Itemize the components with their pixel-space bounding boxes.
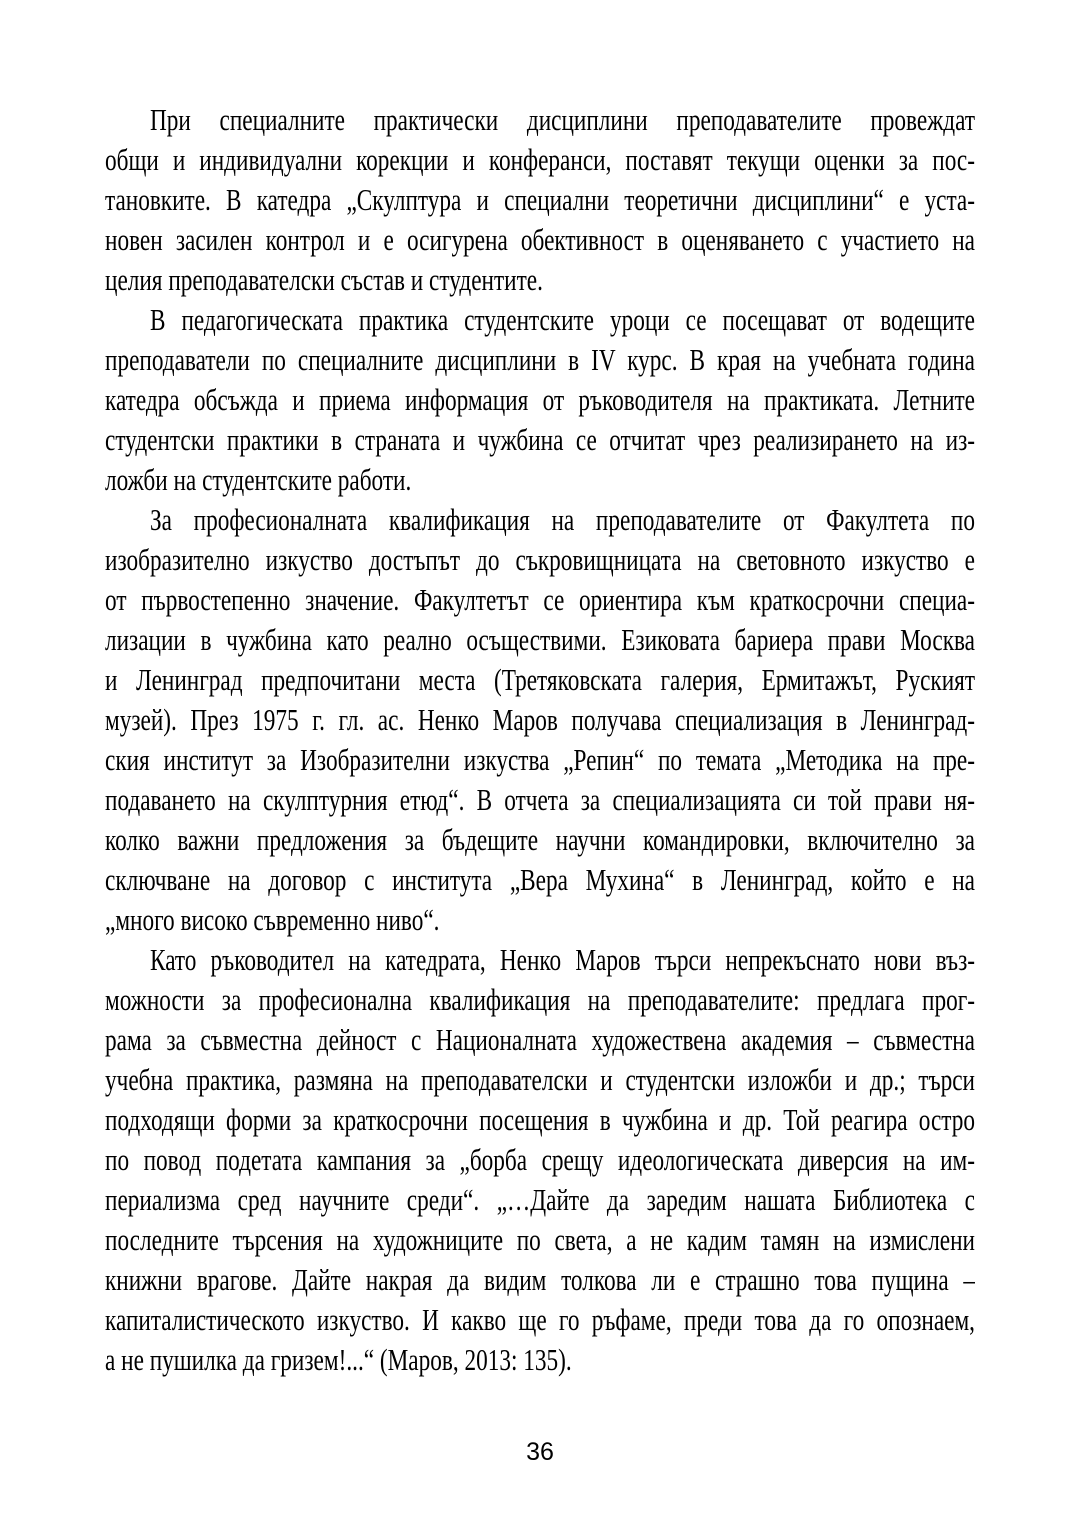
paragraph — [105, 940, 1080, 1380]
text-line: книжни врагове. Дайте накрая да видим толкова ли е страшно това пущина – — [105, 1262, 975, 1297]
text-line: от първостепенно значение. Факултетът се ориентира към краткосрочни специа- — [105, 582, 975, 617]
text-line: При специалните практически дисциплини преподавателите провеждат — [150, 102, 975, 137]
text-line: а не пушилка да гризем!...“ (Маров, 2013: 135). — [105, 1342, 572, 1377]
text-line: подходящи форми за краткосрочни посещения в чужбина и др. Той реагира остро — [105, 1102, 975, 1137]
text-line: „много високо съвременно ниво“. — [105, 902, 440, 937]
text-line: целия преподавателски състав и студентите. — [105, 262, 543, 297]
text-line: музей). През 1975 г. гл. ас. Ненко Маров получава специализация в Ленинград- — [105, 702, 975, 737]
text-line: колко важни предложения за бъдещите научни командировки, включително за — [105, 822, 975, 857]
text-line: изобразително изкуство достъпът до съкровищницата на световното изкуство е — [105, 542, 975, 577]
text-line: периализма сред научните среди“. „…Дайте да заредим нашата Библиотека с — [105, 1182, 975, 1217]
text-line: преподаватели по специалните дисциплини в IV курс. В края на учебната година — [105, 342, 975, 377]
text-line: по повод подетата кампания за „борба срещу идеологическата диверсия на им- — [105, 1142, 975, 1177]
text-line: студентски практики в страната и чужбина се отчитат чрез реализирането на из- — [105, 422, 975, 457]
text-line: капиталистическото изкуство. И какво ще го ръфаме, преди това да го опознаем, — [105, 1302, 975, 1337]
text-line: подаването на скулптурния етюд“. В отчета за специализацията си той прави ня- — [105, 782, 975, 817]
text-line: лизации в чужбина като реално осъществими. Езиковата бариера прави Москва — [105, 622, 975, 657]
text-line: и Ленинград предпочитани места (Третяковската галерия, Ермитажът, Руският — [105, 662, 975, 697]
text-line: В педагогическата практика студентските уроци се посещават от водещите — [150, 302, 975, 337]
text-line: катедра обсъжда и приема информация от ръководителя на практиката. Летните — [105, 382, 975, 417]
text-line: ския институт за Изобразителни изкуства „Репин“ по темата „Методика на пре- — [105, 742, 975, 777]
paragraph — [105, 100, 1080, 300]
text-line: можности за професионална квалификация на преподавателите: предлага прог- — [105, 982, 975, 1017]
page-number: 36 — [526, 1438, 554, 1466]
paragraph — [105, 300, 1080, 500]
text-line: За професионалната квалификация на преподавателите от Факултета по — [150, 502, 975, 537]
text-line: последните търсения на художниците по света, а не кадим тамян на измислени — [105, 1222, 975, 1257]
text-line: сключване на договор с института „Вера Мухина“ в Ленинград, който е на — [105, 862, 975, 897]
text-line: Като ръководител на катедрата, Ненко Маров търси непрекъснато нови въз- — [150, 942, 975, 977]
text-line: тановките. В катедра „Скулптура и специални теоретични дисциплини“ е уста- — [105, 182, 975, 217]
text-block — [105, 100, 1080, 1380]
text-line: рама за съвместна дейност с Националната художествена академия – съвместна — [105, 1022, 975, 1057]
text-line: ложби на студентските работи. — [105, 462, 412, 497]
text-line: новен засилен контрол и е осигурена обективност в оценяването с участието на — [105, 222, 975, 257]
text-line: учебна практика, размяна на преподавателски и студентски изложби и др.; търси — [105, 1062, 975, 1097]
text-line: общи и индивидуални корекции и конферанси, поставят текущи оценки за пос- — [105, 142, 975, 177]
paragraph — [105, 500, 1080, 940]
